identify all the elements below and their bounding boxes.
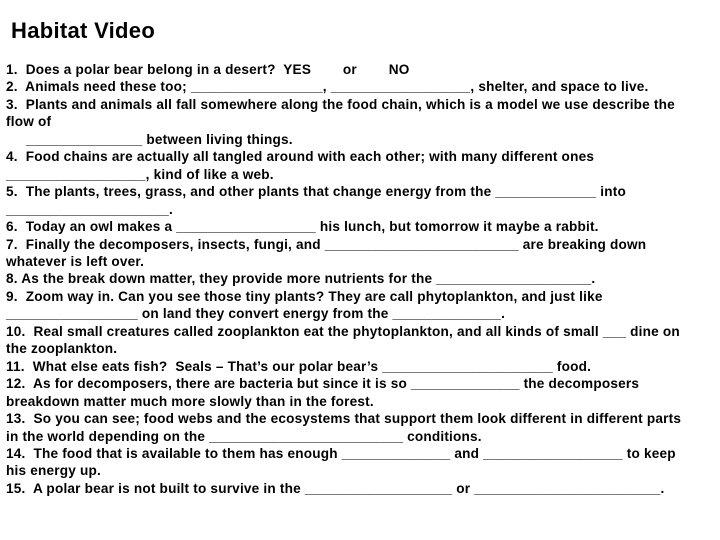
question-3: 3. Plants and animals all fall somewhere along the food chain, which is a model we use describe the: [6, 96, 675, 112]
question-1: 1. Does a polar bear belong in a desert? YES or NO: [6, 62, 410, 77]
question-9: 9. Zoom way in. Can you see those tiny plants? They are call phytoplankton, and just like: [6, 288, 603, 304]
worksheet-title: Habitat Video: [11, 18, 156, 43]
question-12-cont: breakdown matter much more slowly than in the forest.: [6, 393, 374, 409]
question-2: 2. Animals need these too; _________________, __________________, shelter, and space to live.: [6, 79, 649, 95]
question-4-cont: __________________, kind of like a web.: [6, 166, 274, 182]
question-4: 4. Food chains are actually all tangled around with each other; with many different ones: [6, 149, 595, 165]
question-15: 15. A polar bear is not built to survive in the ___________________ or ________________________.: [6, 480, 665, 496]
question-9-cont: _________________ on land they convert energy from the ______________.: [6, 306, 506, 322]
question-12: 12. As for decomposers, there are bacteria but since it is so ______________ the decomposers: [6, 376, 640, 392]
question-3-blank-line: _______________ between living things.: [26, 131, 293, 147]
question-5-cont: _____________________.: [6, 201, 173, 217]
question-6: 6. Today an owl makes a __________________ his lunch, but tomorrow it maybe a rabbit.: [6, 219, 599, 235]
worksheet-body: [6, 61, 714, 497]
question-10-cont: the zooplankton.: [6, 341, 118, 357]
question-7-cont: whatever is left over.: [6, 253, 145, 269]
question-13-cont: in the world depending on the _________________________ conditions.: [6, 428, 482, 444]
question-5: 5. The plants, trees, grass, and other plants that change energy from the _____________ into: [6, 184, 626, 200]
question-11: 11. What else eats fish? Seals – That’s our polar bear’s ______________________ food.: [6, 358, 592, 374]
question-3-cont: flow of: [6, 114, 52, 130]
question-14: 14. The food that is available to them has enough ______________ and __________________ to keep: [6, 445, 676, 461]
question-8: 8. As the break down matter, they provide more nutrients for the ____________________.: [6, 271, 596, 287]
question-14-cont: his energy up.: [6, 463, 101, 479]
question-10: 10. Real small creatures called zooplankton eat the phytoplankton, and all kinds of small ___ dine on: [6, 323, 680, 339]
question-7: 7. Finally the decomposers, insects, fungi, and _________________________ are breaking down: [6, 236, 647, 252]
question-13: 13. So you can see; food webs and the ecosystems that support them look different in different parts: [6, 411, 682, 427]
